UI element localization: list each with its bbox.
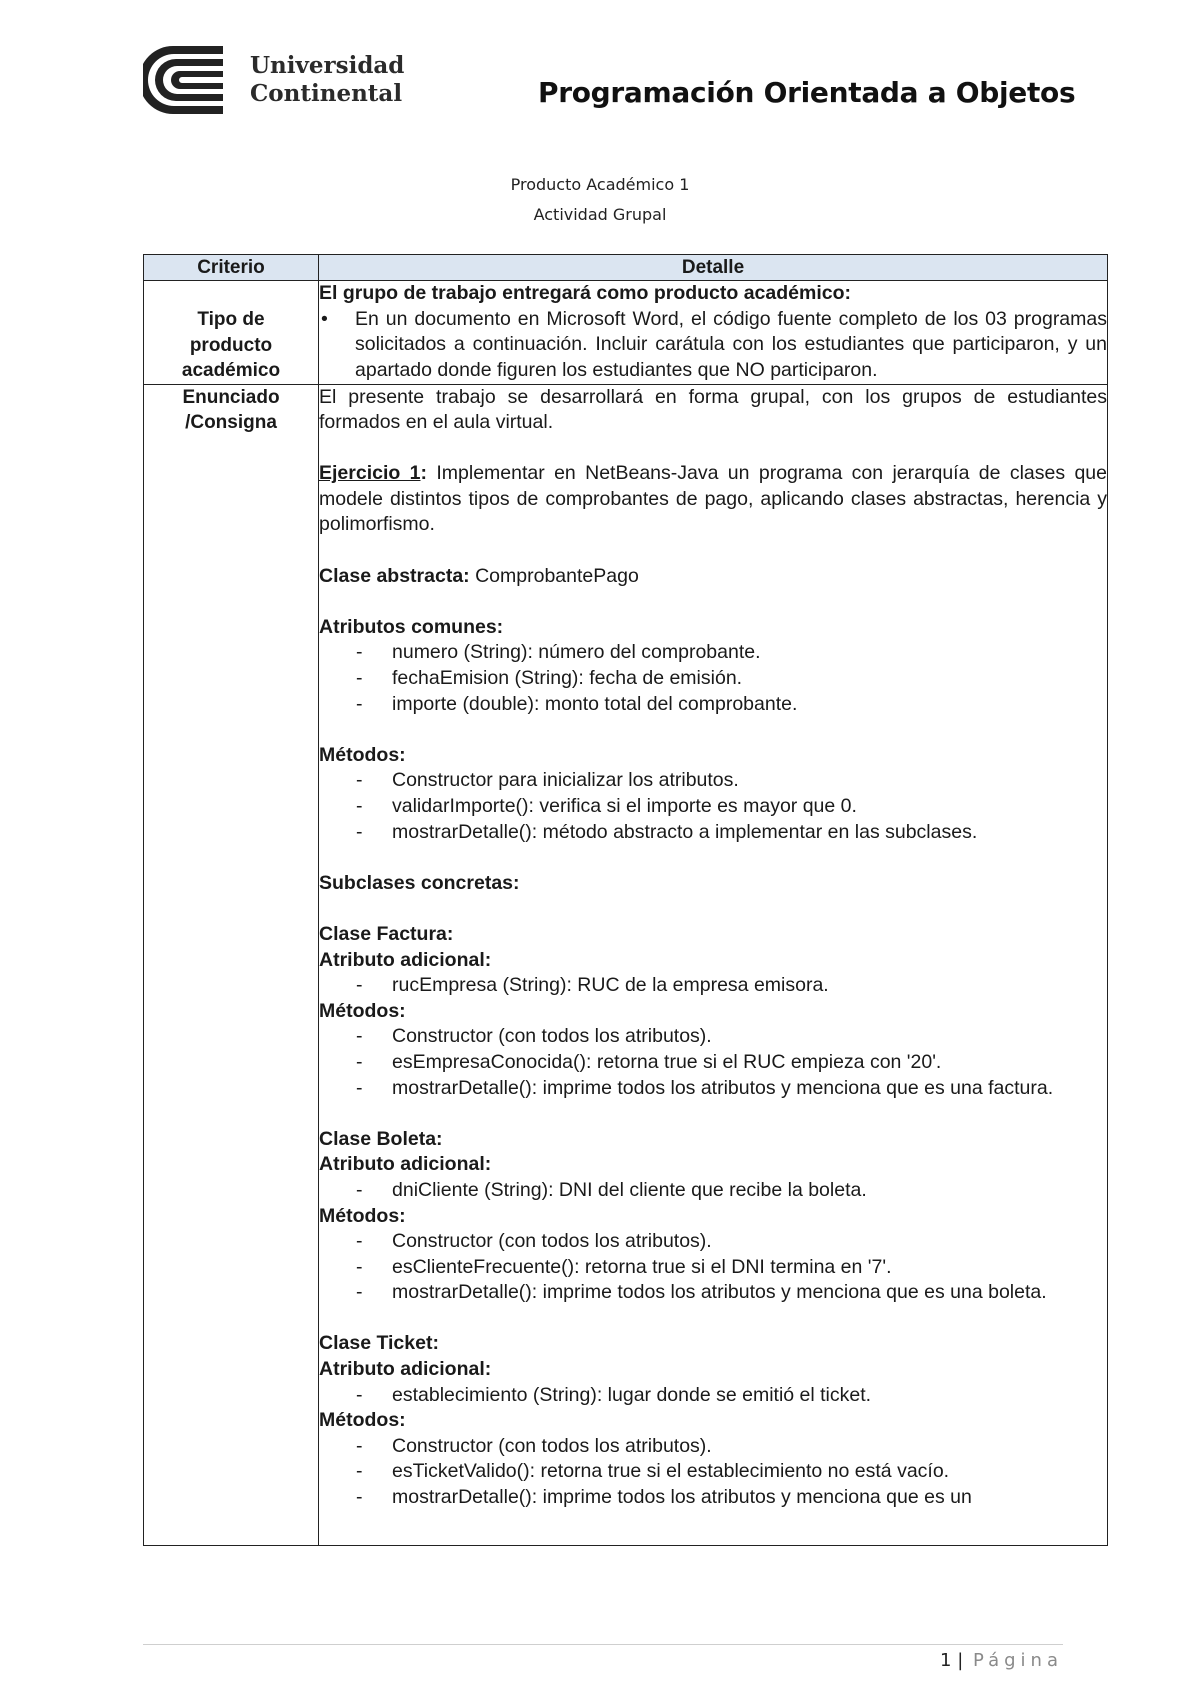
list-item: - esClienteFrecuente(): retorna true si el DNI termina en '7'. (319, 1255, 1107, 1281)
exercise-1-label: Ejercicio 1 (319, 462, 421, 485)
intro-paragraph: El presente trabajo se desarrollará en forma grupal, con los grupos de estudiantes formados en el aula virtual. (319, 385, 1107, 434)
table-row (144, 281, 1108, 385)
university-name (250, 52, 404, 108)
ticket-title: Clase Ticket: (319, 1332, 439, 1355)
boleta-title: Clase Boleta: (319, 1127, 443, 1150)
criterio-text: académico (181, 360, 281, 381)
list-item: - esEmpresaConocida(): retorna true si el RUC empieza con '20'. (319, 1050, 1107, 1076)
list-item: - Constructor (con todos los atributos). (319, 1229, 1107, 1255)
methods-label: Métodos: (319, 743, 406, 766)
list-item: - Constructor (con todos los atributos). (319, 1024, 1107, 1050)
list-item: - rucEmpresa (String): RUC de la empresa emisora. (319, 973, 1107, 999)
criteria-table (143, 254, 1108, 1546)
list-item: • En un documento en Microsoft Word, el código fuente completo de los 03 programas solicitados a continuación. Incluir carátula con los estudiantes que participaron, y un apartado donde figuren los estudiantes que NO participaron. (319, 307, 1107, 384)
boleta-methods-list (319, 1229, 1107, 1306)
factura-attr-list (319, 973, 1107, 999)
course-title: Programación Orientada a Objetos (538, 76, 1076, 109)
common-attributes-list (319, 640, 1107, 717)
footer-divider (143, 1644, 1063, 1645)
list-item: - validarImporte(): verifica si el importe es mayor que 0. (319, 794, 1107, 820)
criterio-text: /Consigna (185, 412, 277, 433)
list-item: - mostrarDetalle(): método abstracto a implementar en las subclases. (319, 820, 1107, 846)
document-subtitle-1: Producto Académico 1 (510, 175, 690, 194)
page-number: 1 (940, 1650, 952, 1671)
criterio-cell (144, 384, 319, 1545)
page-footer (940, 1650, 1063, 1671)
logo-line-1: Universidad (250, 52, 405, 79)
logo-line-2: Continental (250, 80, 403, 107)
list-item: - mostrarDetalle(): imprime todos los atributos y menciona que es un (319, 1485, 1107, 1511)
list-item: - establecimiento (String): lugar donde se emitió el ticket. (319, 1383, 1107, 1409)
table-header-row (144, 255, 1108, 281)
list-item: - esTicketValido(): retorna true si el establecimiento no está vacío. (319, 1459, 1107, 1485)
detalle-cell (319, 281, 1108, 385)
detalle-cell (319, 384, 1108, 1545)
methods-list (319, 768, 1107, 845)
criterio-text: Tipo de (197, 309, 265, 330)
product-bullet-list (319, 307, 1107, 384)
ticket-attr-list (319, 1383, 1107, 1409)
subclasses-label: Subclases concretas: (319, 871, 520, 894)
list-item: - fechaEmision (String): fecha de emisión. (319, 666, 1107, 692)
product-heading: El grupo de trabajo entregará como producto académico: (319, 282, 852, 304)
list-item: - importe (double): monto total del comprobante. (319, 692, 1107, 718)
list-item: - Constructor (con todos los atributos). (319, 1434, 1107, 1460)
page-word: Página (973, 1650, 1063, 1671)
ticket-methods-list (319, 1434, 1107, 1511)
list-item: - Constructor para inicializar los atributos. (319, 768, 1107, 794)
exercise-1-text: Implementar en NetBeans-Java un programa con jerarquía de clases que modele distintos tipos de comprobantes de pago, aplicando clases abstractas, herencia y polimorfismo. (319, 462, 1107, 536)
table-row (144, 384, 1108, 1545)
list-item: - numero (String): número del comprobante. (319, 640, 1107, 666)
common-attributes-label: Atributos comunes: (319, 615, 504, 638)
list-item: - mostrarDetalle(): imprime todos los atributos y menciona que es una boleta. (319, 1280, 1107, 1306)
list-item: - mostrarDetalle(): imprime todos los atributos y menciona que es una factura. (319, 1076, 1107, 1102)
abstract-class-line (319, 564, 1107, 590)
document-subtitle-2: Actividad Grupal (533, 205, 667, 224)
abstract-class-name: ComprobantePago (469, 564, 639, 587)
factura-title: Clase Factura: (319, 922, 454, 945)
ticket-methods-label: Métodos: (319, 1409, 406, 1432)
footer-separator: | (957, 1650, 964, 1671)
factura-attr-label: Atributo adicional: (319, 948, 492, 971)
column-header-criterio: Criterio (144, 255, 319, 281)
ticket-attr-label: Atributo adicional: (319, 1358, 492, 1381)
criterio-text: producto (189, 334, 273, 356)
factura-methods-label: Métodos: (319, 999, 406, 1022)
factura-methods-list (319, 1024, 1107, 1101)
boleta-attr-list (319, 1178, 1107, 1204)
criterio-cell (144, 281, 319, 385)
column-header-detalle: Detalle (319, 255, 1108, 281)
list-item: - dniCliente (String): DNI del cliente que recibe la boleta. (319, 1178, 1107, 1204)
boleta-attr-label: Atributo adicional: (319, 1153, 492, 1176)
exercise-1-paragraph: Ejercicio 1: Implementar en NetBeans-Java un programa con jerarquía de clases que modele distintos tipos de comprobantes de pago, aplicando clases abstractas, herencia y polimorfismo. (319, 462, 1107, 536)
criterio-text: Enunciado (182, 386, 280, 408)
boleta-methods-label: Métodos: (319, 1204, 406, 1227)
abstract-class-label: Clase abstracta: (319, 564, 470, 587)
